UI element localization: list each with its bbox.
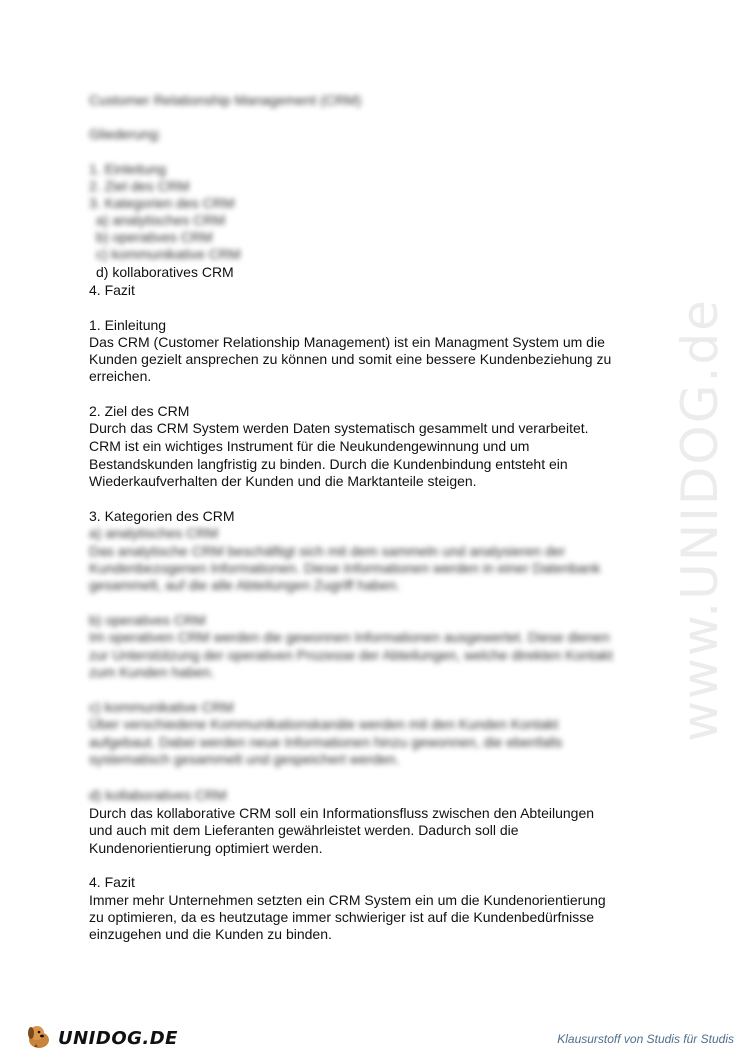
paragraph-line: gesammelt, auf die alle Abteilungen Zugriff haben. — [89, 577, 401, 593]
paragraph-line: Durch das CRM System werden Daten systematisch gesammelt und verarbeitet. — [89, 420, 589, 436]
outline-item: 2. Ziel des CRM — [89, 178, 190, 194]
footer-brand: UNIDOG.DE — [58, 1028, 178, 1049]
paragraph-line: zur Unterstützung der operativen Prozesse der Abteilungen, welche direkten Kontakt — [89, 647, 613, 663]
outline-item: b) operatives CRM — [96, 229, 213, 245]
paragraph-line: Durch das kollaborative CRM soll ein Informationsfluss zwischen den Abteilungen — [89, 805, 595, 821]
paragraph-line: Kunden gezielt ansprechen zu können und somit eine bessere Kundenbeziehung zu — [89, 351, 612, 367]
document-title: Customer Relationship Management (CRM) — [89, 92, 362, 108]
paragraph-line: Immer mehr Unternehmen setzten ein CRM System ein um die Kundenorientierung — [89, 892, 606, 908]
paragraph-line: Über verschiedene Kommunikationskanäle werden mit den Kunden Kontakt — [89, 716, 559, 732]
dog-mascot-icon — [24, 1022, 54, 1055]
outline-item: a) analytisches CRM — [96, 212, 226, 228]
paragraph-line: Bestandskunden langfristig zu binden. Durch die Kundenbindung entsteht ein — [89, 456, 568, 472]
section-heading-ziel: 2. Ziel des CRM — [89, 403, 190, 419]
watermark-text: www.UNIDOG.de — [671, 298, 730, 742]
outline-item: d) kollaboratives CRM — [96, 264, 234, 280]
outline-item: 1. Einleitung — [89, 161, 167, 177]
paragraph-line: aufgebaut. Dabei werden neue Informationen hinzu gewonnen, die ebenfalls — [89, 734, 563, 750]
outline-item: 4. Fazit — [89, 282, 135, 298]
subsection-heading-kollaborativ: d) kollaboratives CRM — [89, 787, 227, 803]
paragraph-line: Im operativen CRM werden die gewonnen Informationen ausgewertet. Diese dienen — [89, 629, 610, 645]
section-heading-fazit: 4. Fazit — [89, 874, 135, 890]
paragraph-line: zu optimieren, da es heutzutage immer schwieriger ist auf die Kundenbedürfnisse — [89, 909, 595, 925]
paragraph-line: Das CRM (Customer Relationship Management) ist ein Managment System um die — [89, 334, 605, 350]
paragraph-line: Wiederkaufverhalten der Kunden und die Marktanteile steigen. — [89, 473, 477, 489]
paragraph-line: zum Kunden haben. — [89, 664, 215, 680]
outline-item: c) kommunikative CRM — [96, 246, 241, 262]
section-heading-kategorien: 3. Kategorien des CRM — [89, 508, 235, 524]
footer-slogan: Klausurstoff von Studis für Studis — [557, 1032, 734, 1046]
section-heading-einleitung: 1. Einleitung — [89, 317, 167, 333]
outline-heading: Gliederung: — [89, 126, 162, 142]
footer-logo[interactable] — [24, 1022, 178, 1055]
paragraph-line: erreichen. — [89, 368, 152, 384]
subsection-heading-operativ: b) operatives CRM — [89, 612, 206, 628]
paragraph-line: und auch mit dem Lieferanten gewährleistet werden. Dadurch soll die — [89, 822, 519, 838]
subsection-heading-analytisch: a) analytisches CRM — [89, 525, 219, 541]
paragraph-line: systematisch gesammelt und gespeichert werden. — [89, 751, 400, 767]
paragraph-line: CRM ist ein wichtiges Instrument für die Neukundengewinnung und um — [89, 438, 530, 454]
paragraph-line: einzugehen und die Kunden zu binden. — [89, 926, 332, 942]
watermark — [640, 280, 750, 760]
paragraph-line: Kundenbezogenen Informationen. Diese Informationen werden in einer Datenbank — [89, 560, 601, 576]
paragraph-line: Kundenorientierung optimiert werden. — [89, 840, 323, 856]
outline-item: 3. Kategorien des CRM — [89, 195, 235, 211]
subsection-heading-kommunikativ: c) kommunikative CRM — [89, 699, 234, 715]
paragraph-line: Das analytische CRM beschäftigt sich mit dem sammeln und analysieren der — [89, 543, 566, 559]
